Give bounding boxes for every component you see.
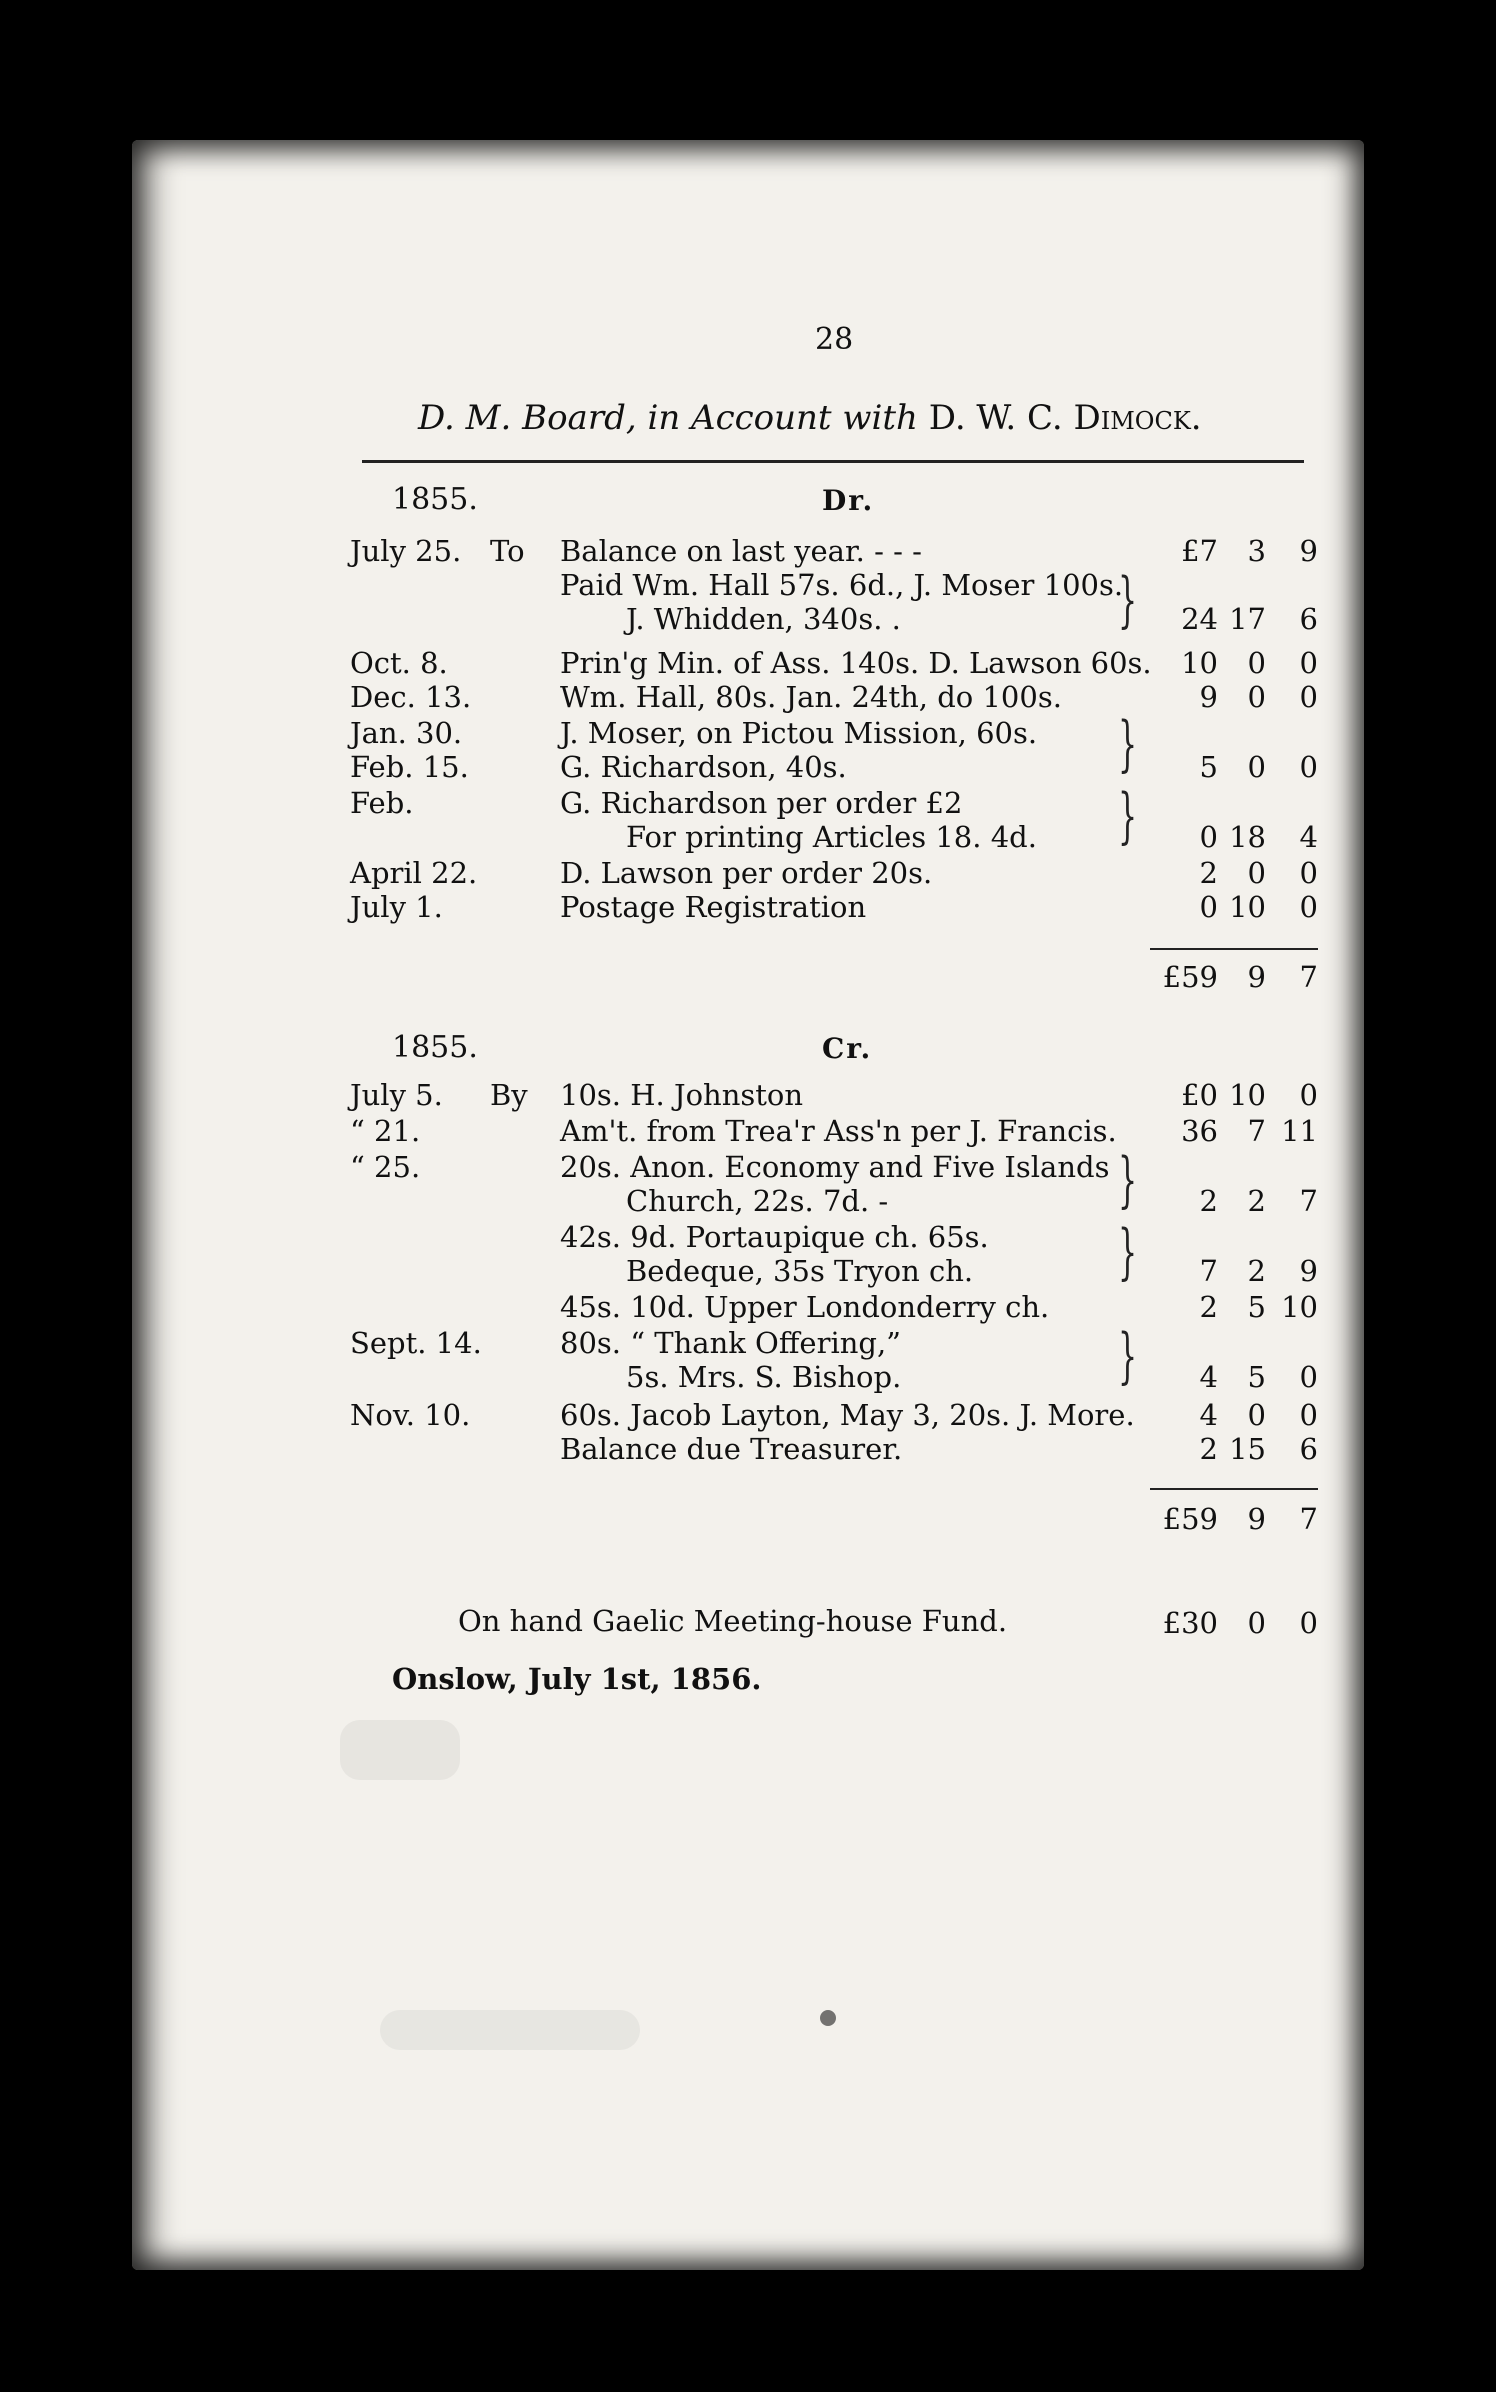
credit-total-pounds: £59 bbox=[1162, 1502, 1218, 1536]
heading-rule bbox=[362, 460, 1304, 463]
amount-pounds: 2 bbox=[1199, 856, 1218, 890]
entry-description: Postage Registration bbox=[560, 890, 867, 924]
debit-sum-rule bbox=[1150, 948, 1318, 950]
entry-date: April 22. bbox=[350, 856, 478, 890]
amount-shillings: 18 bbox=[1229, 820, 1266, 854]
ink-spot bbox=[820, 2010, 836, 2026]
debit-total bbox=[1148, 960, 1318, 994]
entry-description: J. Moser, on Pictou Mission, 60s. bbox=[560, 716, 1038, 750]
amount-pounds: 9 bbox=[1199, 680, 1218, 714]
bleed-through-smudge bbox=[380, 2010, 640, 2050]
account-heading bbox=[418, 398, 1202, 438]
amount-shillings: 0 bbox=[1247, 646, 1266, 680]
credit-year: 1855. bbox=[392, 1030, 478, 1065]
amount-pence: 11 bbox=[1281, 1114, 1318, 1148]
amount-pounds: 0 bbox=[1199, 820, 1218, 854]
place-date: Onslow, July 1st, 1856. bbox=[392, 1662, 762, 1696]
entry-amount bbox=[1148, 1398, 1318, 1432]
entry-description: For printing Articles 18. 4d. bbox=[626, 820, 1037, 854]
entry-description: Balance due Treasurer. bbox=[560, 1432, 903, 1466]
entry-description: 80s. “ Thank Offering,” bbox=[560, 1326, 902, 1360]
amount-pounds: £7 bbox=[1181, 534, 1218, 568]
entry-amount bbox=[1148, 1184, 1318, 1218]
entry-date: Sept. 14. bbox=[350, 1326, 482, 1360]
entry-amount bbox=[1148, 680, 1318, 714]
amount-pounds: 4 bbox=[1199, 1398, 1218, 1432]
entry-amount bbox=[1148, 602, 1318, 636]
entry-description: Bedeque, 35s Tryon ch. bbox=[626, 1254, 974, 1288]
amount-shillings: 2 bbox=[1247, 1254, 1266, 1288]
entry-date: Feb. 15. bbox=[350, 750, 469, 784]
amount-pounds: 2 bbox=[1199, 1184, 1218, 1218]
entry-amount bbox=[1148, 1254, 1318, 1288]
entry-date: Dec. 13. bbox=[350, 680, 472, 714]
amount-shillings: 10 bbox=[1229, 1078, 1266, 1112]
entry-description: Am't. from Trea'r Ass'n per J. Francis. bbox=[560, 1114, 1117, 1148]
entry-date: Nov. 10. bbox=[350, 1398, 471, 1432]
amount-pounds: 4 bbox=[1199, 1360, 1218, 1394]
amount-shillings: 5 bbox=[1247, 1360, 1266, 1394]
fund-pence: 0 bbox=[1299, 1606, 1318, 1640]
entry-date: July 5. bbox=[350, 1078, 443, 1112]
entry-amount bbox=[1148, 856, 1318, 890]
debit-year: 1855. bbox=[392, 482, 478, 517]
amount-pence: 10 bbox=[1281, 1290, 1318, 1324]
entry-description: G. Richardson per order £2 bbox=[560, 786, 963, 820]
amount-shillings: 10 bbox=[1229, 890, 1266, 924]
grouping-brace: } bbox=[1118, 1217, 1138, 1287]
amount-pence: 6 bbox=[1299, 1432, 1318, 1466]
amount-pounds: 0 bbox=[1199, 890, 1218, 924]
entry-description: G. Richardson, 40s. bbox=[560, 750, 847, 784]
entry-amount bbox=[1148, 1114, 1318, 1148]
page-number: 28 bbox=[815, 322, 854, 357]
grouping-brace: } bbox=[1118, 1321, 1138, 1391]
amount-pounds: 2 bbox=[1199, 1290, 1218, 1324]
amount-shillings: 3 bbox=[1247, 534, 1266, 568]
heading-part-1: D. M. Board, in Account with bbox=[418, 398, 918, 438]
amount-shillings: 0 bbox=[1247, 680, 1266, 714]
amount-pence: 0 bbox=[1299, 1398, 1318, 1432]
amount-pence: 0 bbox=[1299, 750, 1318, 784]
grouping-brace: } bbox=[1118, 781, 1138, 851]
amount-pounds: 2 bbox=[1199, 1432, 1218, 1466]
credit-total bbox=[1148, 1502, 1318, 1536]
amount-pounds: 10 bbox=[1181, 646, 1218, 680]
entry-description: Paid Wm. Hall 57s. 6d., J. Moser 100s. bbox=[560, 568, 1124, 602]
entry-amount bbox=[1148, 750, 1318, 784]
gaelic-fund-text: On hand Gaelic Meeting-house Fund. bbox=[458, 1604, 1008, 1638]
amount-pence: 0 bbox=[1299, 680, 1318, 714]
debit-total-pence: 7 bbox=[1299, 960, 1318, 994]
amount-pence: 0 bbox=[1299, 890, 1318, 924]
entry-description: Balance on last year. - - - bbox=[560, 534, 922, 568]
entry-description: 60s. Jacob Layton, May 3, 20s. J. More. bbox=[560, 1398, 1135, 1432]
heading-part-2: D. W. C. Dimock. bbox=[928, 398, 1202, 438]
entry-date: Oct. 8. bbox=[350, 646, 448, 680]
amount-pence: 4 bbox=[1299, 820, 1318, 854]
entry-date: July 1. bbox=[350, 890, 443, 924]
credit-total-shillings: 9 bbox=[1247, 1502, 1266, 1536]
bleed-through-smudge bbox=[340, 1720, 460, 1780]
amount-shillings: 7 bbox=[1247, 1114, 1266, 1148]
entry-amount bbox=[1148, 820, 1318, 854]
entry-description: J. Whidden, 340s. . bbox=[626, 602, 901, 636]
amount-shillings: 17 bbox=[1229, 602, 1266, 636]
amount-pounds: 24 bbox=[1181, 602, 1218, 636]
entry-date: July 25. bbox=[350, 534, 462, 568]
entry-prefix: By bbox=[490, 1078, 528, 1112]
entry-amount bbox=[1148, 646, 1318, 680]
grouping-brace: } bbox=[1118, 709, 1138, 779]
entry-amount bbox=[1148, 890, 1318, 924]
amount-pounds: £0 bbox=[1181, 1078, 1218, 1112]
entry-description: 42s. 9d. Portaupique ch. 65s. bbox=[560, 1220, 989, 1254]
entry-description: D. Lawson per order 20s. bbox=[560, 856, 933, 890]
amount-shillings: 2 bbox=[1247, 1184, 1266, 1218]
entry-description: 10s. H. Johnston bbox=[560, 1078, 804, 1112]
entry-prefix: To bbox=[490, 534, 525, 568]
entry-date: “ 25. bbox=[350, 1150, 421, 1184]
amount-pence: 0 bbox=[1299, 646, 1318, 680]
debit-label: Dr. bbox=[822, 484, 875, 517]
debit-total-pounds: £59 bbox=[1162, 960, 1218, 994]
amount-pence: 0 bbox=[1299, 1078, 1318, 1112]
credit-total-pence: 7 bbox=[1299, 1502, 1318, 1536]
amount-shillings: 0 bbox=[1247, 1398, 1266, 1432]
amount-pounds: 7 bbox=[1199, 1254, 1218, 1288]
amount-pence: 9 bbox=[1299, 1254, 1318, 1288]
amount-shillings: 0 bbox=[1247, 856, 1266, 890]
grouping-brace: } bbox=[1118, 1145, 1138, 1215]
debit-total-shillings: 9 bbox=[1247, 960, 1266, 994]
entry-description: 45s. 10d. Upper Londonderry ch. bbox=[560, 1290, 1050, 1324]
amount-pounds: 5 bbox=[1199, 750, 1218, 784]
amount-pence: 0 bbox=[1299, 1360, 1318, 1394]
entry-description: Wm. Hall, 80s. Jan. 24th, do 100s. bbox=[560, 680, 1062, 714]
entry-description: 20s. Anon. Economy and Five Islands bbox=[560, 1150, 1110, 1184]
amount-pence: 6 bbox=[1299, 602, 1318, 636]
amount-pence: 9 bbox=[1299, 534, 1318, 568]
entry-description: Prin'g Min. of Ass. 140s. D. Lawson 60s. bbox=[560, 646, 1152, 680]
entry-description: 5s. Mrs. S. Bishop. bbox=[626, 1360, 902, 1394]
amount-pence: 0 bbox=[1299, 856, 1318, 890]
grouping-brace: } bbox=[1118, 565, 1138, 635]
entry-amount bbox=[1148, 1078, 1318, 1112]
entry-description: Church, 22s. 7d. - bbox=[626, 1184, 889, 1218]
fund-pounds: £30 bbox=[1162, 1606, 1218, 1640]
entry-date: “ 21. bbox=[350, 1114, 421, 1148]
amount-shillings: 0 bbox=[1247, 750, 1266, 784]
amount-shillings: 15 bbox=[1229, 1432, 1266, 1466]
fund-shillings: 0 bbox=[1247, 1606, 1266, 1640]
entry-amount bbox=[1148, 1290, 1318, 1324]
entry-date: Feb. bbox=[350, 786, 414, 820]
entry-amount bbox=[1148, 1360, 1318, 1394]
credit-label: Cr. bbox=[822, 1032, 873, 1065]
credit-sum-rule bbox=[1150, 1488, 1318, 1490]
amount-pounds: 36 bbox=[1181, 1114, 1218, 1148]
amount-pence: 7 bbox=[1299, 1184, 1318, 1218]
entry-date: Jan. 30. bbox=[350, 716, 463, 750]
entry-amount bbox=[1148, 534, 1318, 568]
gaelic-fund-amount bbox=[1148, 1606, 1318, 1640]
entry-amount bbox=[1148, 1432, 1318, 1466]
amount-shillings: 5 bbox=[1247, 1290, 1266, 1324]
